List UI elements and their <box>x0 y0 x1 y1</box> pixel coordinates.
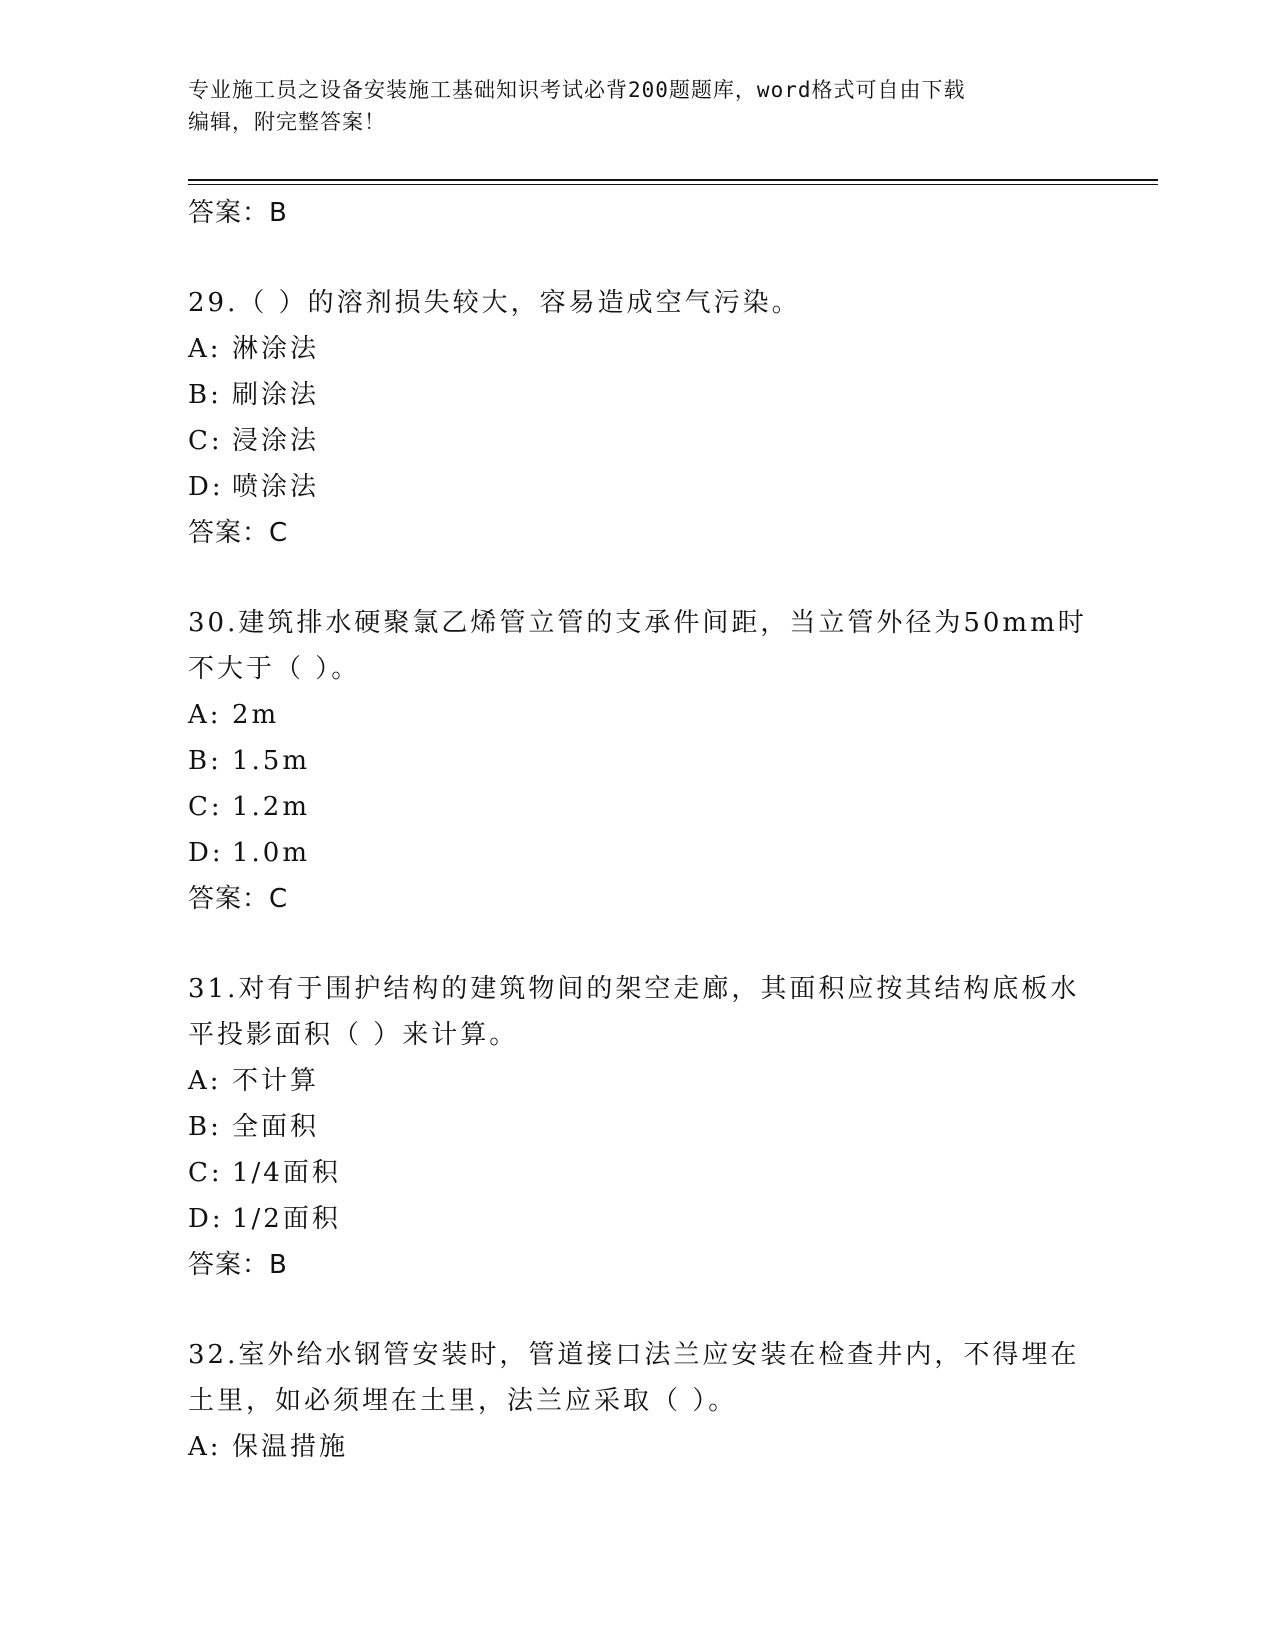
option-text: 淋涂法 <box>232 334 320 364</box>
option-c <box>188 1150 1088 1196</box>
option-text: 2m <box>232 700 280 730</box>
question-stem: 31.对有于围护结构的建筑物间的架空走廊，其面积应按其结构底板水平投影面积（ ）来计算。 <box>188 974 1080 1050</box>
question-31 <box>188 966 1088 1288</box>
option-text: 1.0m <box>232 838 311 868</box>
option-key: A: <box>188 700 222 730</box>
answer-line: 答案：C <box>188 884 289 914</box>
option-b <box>188 738 1088 784</box>
answer-line: 答案：C <box>188 518 289 548</box>
option-key: C: <box>188 1158 223 1188</box>
option-a <box>188 1424 1088 1470</box>
option-a <box>188 1058 1088 1104</box>
question-29 <box>188 280 1088 556</box>
option-key: A: <box>188 1066 222 1096</box>
option-key: C: <box>188 792 223 822</box>
question-stem: 30.建筑排水硬聚氯乙烯管立管的支承件间距，当立管外径为50mm时不大于（ ）。 <box>188 608 1087 684</box>
option-d <box>188 830 1088 876</box>
document-header <box>188 74 1088 138</box>
option-key: C: <box>188 426 223 456</box>
question-stem: 29.（ ）的溶剂损失较大，容易造成空气污染。 <box>188 288 801 318</box>
question-list <box>188 190 1088 1470</box>
option-key: B: <box>188 1112 222 1142</box>
header-line-1: 专业施工员之设备安装施工基础知识考试必背200题题库，word格式可自由下载 <box>188 78 966 102</box>
option-text: 不计算 <box>232 1066 320 1096</box>
option-text: 刷涂法 <box>232 380 320 410</box>
option-text: 1.5m <box>232 746 311 776</box>
option-c <box>188 784 1088 830</box>
header-divider-thin <box>188 184 1158 185</box>
option-key: D: <box>188 838 224 868</box>
option-key: B: <box>188 380 222 410</box>
option-c <box>188 418 1088 464</box>
answer-line: 答案：B <box>188 1250 288 1280</box>
option-a <box>188 692 1088 738</box>
option-b <box>188 372 1088 418</box>
option-key: B: <box>188 746 222 776</box>
answer-line: 答案：B <box>188 198 288 228</box>
header-line-2: 编辑，附完整答案！ <box>188 110 386 134</box>
header-divider-thick <box>188 179 1158 181</box>
option-text: 1/4面积 <box>232 1158 341 1188</box>
option-key: A: <box>188 334 222 364</box>
option-text: 保温措施 <box>232 1432 349 1462</box>
option-key: A: <box>188 1432 222 1462</box>
question-stem: 32.室外给水钢管安装时，管道接口法兰应安装在检查井内，不得埋在土里，如必须埋在土里，法兰应采取（ ）。 <box>188 1340 1080 1416</box>
option-a <box>188 326 1088 372</box>
question-32 <box>188 1332 1088 1470</box>
question-30 <box>188 600 1088 922</box>
option-d <box>188 464 1088 510</box>
option-text: 浸涂法 <box>232 426 320 456</box>
option-text: 全面积 <box>232 1112 320 1142</box>
option-d <box>188 1196 1088 1242</box>
option-text: 1.2m <box>232 792 311 822</box>
option-b <box>188 1104 1088 1150</box>
option-text: 喷涂法 <box>232 472 320 502</box>
option-key: D: <box>188 1204 224 1234</box>
option-text: 1/2面积 <box>232 1204 341 1234</box>
option-key: D: <box>188 472 224 502</box>
